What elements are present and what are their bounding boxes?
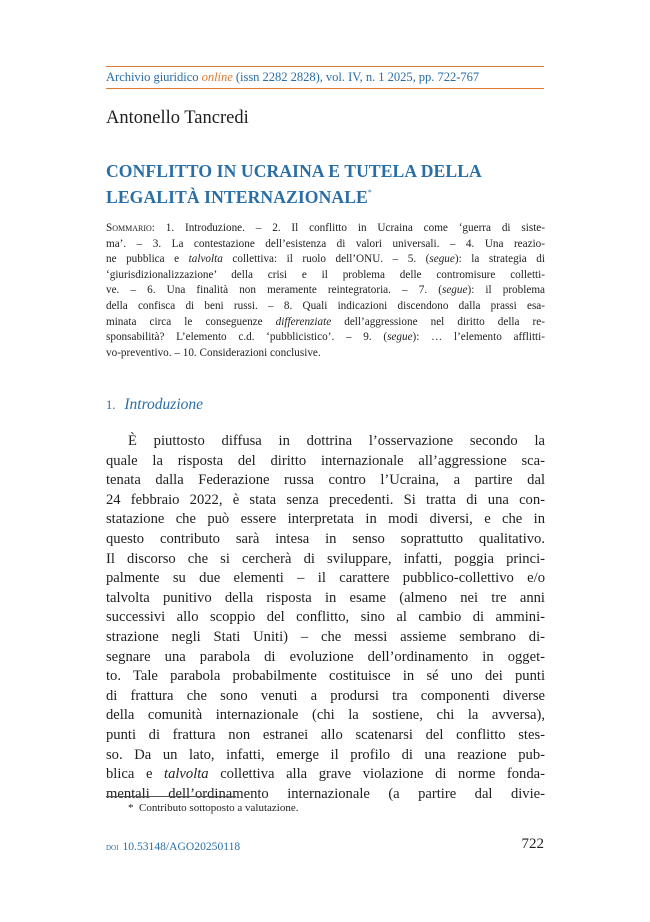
footnote-text: Contributo sottoposto a valutazione. bbox=[139, 802, 299, 814]
body-line: segnare una parabola di evoluzione dell’ordinamento in ogget- bbox=[106, 648, 545, 665]
body-line: palmente su due elementi – il carattere pubblico-collettivo e/o bbox=[106, 570, 545, 587]
doi-label: doi bbox=[106, 842, 119, 853]
summary-line: minata circa le conseguenze differenziate dell’aggressione nel diritto della re- bbox=[106, 315, 545, 328]
body-line: È piuttosto diffusa in dottrina l’osservazione secondo la bbox=[128, 433, 545, 449]
body-line: di frattura che sono venuti a prodursi tra componenti diverse bbox=[106, 687, 545, 704]
body-line: statazione che può essere interpretata in modi diversi, e che in bbox=[106, 511, 545, 528]
body-line: punti di frattura non estranei allo scatenarsi del conflitto stes- bbox=[106, 726, 545, 743]
body-line: tenata dalla Federazione russa contro l’Ucraina, a partire dal bbox=[106, 472, 545, 489]
header-top-rule bbox=[106, 66, 544, 67]
footnote-marker: * bbox=[128, 802, 134, 814]
section-heading bbox=[106, 396, 203, 414]
doi[interactable] bbox=[106, 840, 240, 853]
footnote bbox=[128, 802, 298, 814]
author-name: Antonello Tancredi bbox=[106, 108, 249, 128]
journal-online: online bbox=[201, 70, 233, 84]
summary-line: ve. – 6. Una finalità non meramente reintegratoria. – 7. (segue): il problema bbox=[106, 284, 545, 297]
journal-info: (issn 2282 2828), vol. IV, n. 1 2025, pp. 722-767 bbox=[232, 70, 480, 84]
summary-label: Sommario bbox=[106, 222, 152, 234]
title-line-1: CONFLITTO IN UCRAINA E TUTELA DELLA bbox=[106, 161, 482, 181]
summary-line: vo-preventivo. – 10. Considerazioni conclusive. bbox=[106, 346, 321, 359]
section-number: 1. bbox=[106, 398, 116, 412]
summary-line: Sommario: 1. Introduzione. – 2. Il conflitto in Ucraina come ‘guerra di siste- bbox=[106, 222, 545, 234]
article-title bbox=[106, 160, 546, 208]
section-title: Introduzione bbox=[124, 396, 204, 413]
summary-line: ne pubblica e talvolta collettiva: il ruolo dell’ONU. – 5. (segue): la strategia di bbox=[106, 253, 545, 266]
body-line: to. Tale parabola probabilmente costituisce in sé uno dei punti bbox=[106, 668, 545, 685]
summary bbox=[106, 221, 545, 361]
body-line: blica e talvolta collettiva alla grave violazione di norme fonda- bbox=[106, 766, 545, 783]
body-line: successivi allo scoppio del conflitto, sino al cambio di ammini- bbox=[106, 609, 545, 626]
body-line: strazione negli Stati Uniti) – che messi assieme sembrano di- bbox=[106, 628, 545, 645]
body-line: so. Da un lato, infatti, emerge il profilo di una reazione pub- bbox=[106, 746, 545, 763]
summary-line: della confisca di beni russi. – 8. Quali indicazioni discendono dalla prassi esa- bbox=[106, 299, 545, 312]
summary-line: ma’. – 3. La contestazione dell’esistenza di valori universali. – 4. Una reazio- bbox=[106, 237, 545, 250]
body-text bbox=[106, 432, 545, 804]
journal-header bbox=[106, 70, 544, 85]
page-number: 722 bbox=[521, 836, 544, 852]
body-line: Il discorso che si cercherà di sviluppare, infatti, poggia princi- bbox=[106, 550, 545, 567]
body-line: della comunità internazionale (chi la sostiene, chi la avversa), bbox=[106, 707, 545, 724]
summary-line: ‘giurisdizionalizzazione’ della crisi e il problema delle contromisure colletti- bbox=[106, 268, 545, 281]
body-line: quale la risposta del diritto internazionale all’aggressione sca- bbox=[106, 452, 545, 469]
body-line: talvolta punitivo della risposta in esame (almeno nei tre anni bbox=[106, 589, 545, 606]
title-footnote-marker[interactable]: * bbox=[367, 188, 372, 197]
body-line: 24 febbraio 2022, è stata senza precedenti. Si tratta di una con- bbox=[106, 491, 545, 508]
body-line: questo contributo sarà intesa in senso soprattutto qualitativo. bbox=[106, 530, 545, 547]
journal-name: Archivio giuridico bbox=[106, 70, 202, 84]
header-bottom-rule bbox=[106, 88, 544, 89]
body-line: mentali dell’ordinamento internazionale (a partire dal divie- bbox=[106, 785, 545, 802]
footnote-rule bbox=[106, 796, 236, 797]
summary-line: sponsabilità? L’elemento c.d. ‘pubblicistico’. – 9. (segue): … l’elemento afflitti- bbox=[106, 331, 545, 344]
title-line-2: LEGALITÀ INTERNAZIONALE bbox=[106, 187, 368, 207]
doi-value[interactable]: 10.53148/AGO20250118 bbox=[122, 840, 241, 853]
